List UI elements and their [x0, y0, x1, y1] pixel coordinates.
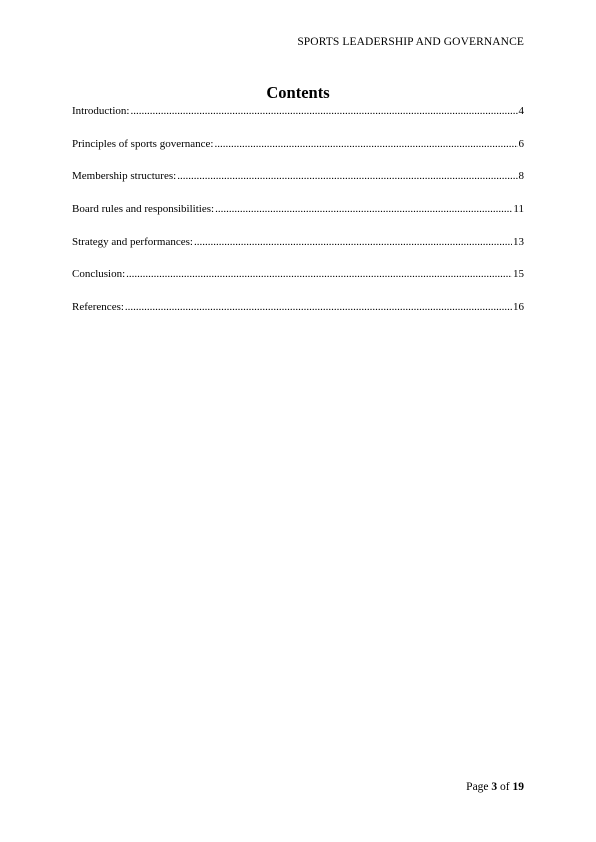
toc-entry-page: 16 [513, 301, 524, 314]
page-footer [466, 781, 524, 793]
table-of-contents [72, 104, 524, 333]
toc-entry-label: Principles of sports governance: [72, 137, 214, 150]
contents-title: Contents [266, 83, 330, 102]
toc-leader-dots [177, 169, 517, 183]
toc-entry-label: Conclusion: [72, 268, 126, 281]
toc-leader-dots [125, 300, 512, 314]
footer-page-word: Page [466, 781, 489, 793]
footer-total-pages: 19 [512, 781, 524, 793]
toc-entry-label: Introduction: [72, 105, 130, 117]
toc-entry-references[interactable] [72, 300, 524, 333]
toc-entry-board-rules[interactable] [72, 202, 524, 235]
toc-entry-page: 11 [513, 203, 524, 216]
toc-entry-page: 13 [513, 235, 524, 248]
toc-leader-dots [214, 137, 517, 151]
toc-leader-dots [126, 267, 512, 281]
toc-entry-page: 15 [513, 268, 524, 281]
toc-entry-principles[interactable] [72, 137, 524, 170]
toc-leader-dots [215, 202, 512, 216]
toc-entry-introduction[interactable] [72, 104, 524, 137]
toc-entry-strategy[interactable] [72, 235, 524, 268]
toc-entry-page: 8 [518, 170, 524, 183]
footer-current-page: 3 [491, 781, 498, 793]
toc-entry-membership[interactable] [72, 169, 524, 202]
toc-entry-label: References: [72, 301, 124, 314]
toc-entry-label: Board rules and responsibilities: [72, 203, 215, 216]
running-header: SPORTS LEADERSHIP AND GOVERNANCE [297, 36, 524, 48]
toc-entry-label: Strategy and performances: [72, 235, 193, 248]
toc-entry-label: Membership structures: [72, 170, 177, 183]
toc-entry-page: 6 [518, 137, 524, 150]
toc-entry-page: 4 [518, 105, 524, 117]
toc-leader-dots [130, 104, 517, 118]
toc-entry-conclusion[interactable] [72, 267, 524, 300]
toc-leader-dots [194, 235, 512, 249]
footer-of-word: of [500, 781, 510, 793]
